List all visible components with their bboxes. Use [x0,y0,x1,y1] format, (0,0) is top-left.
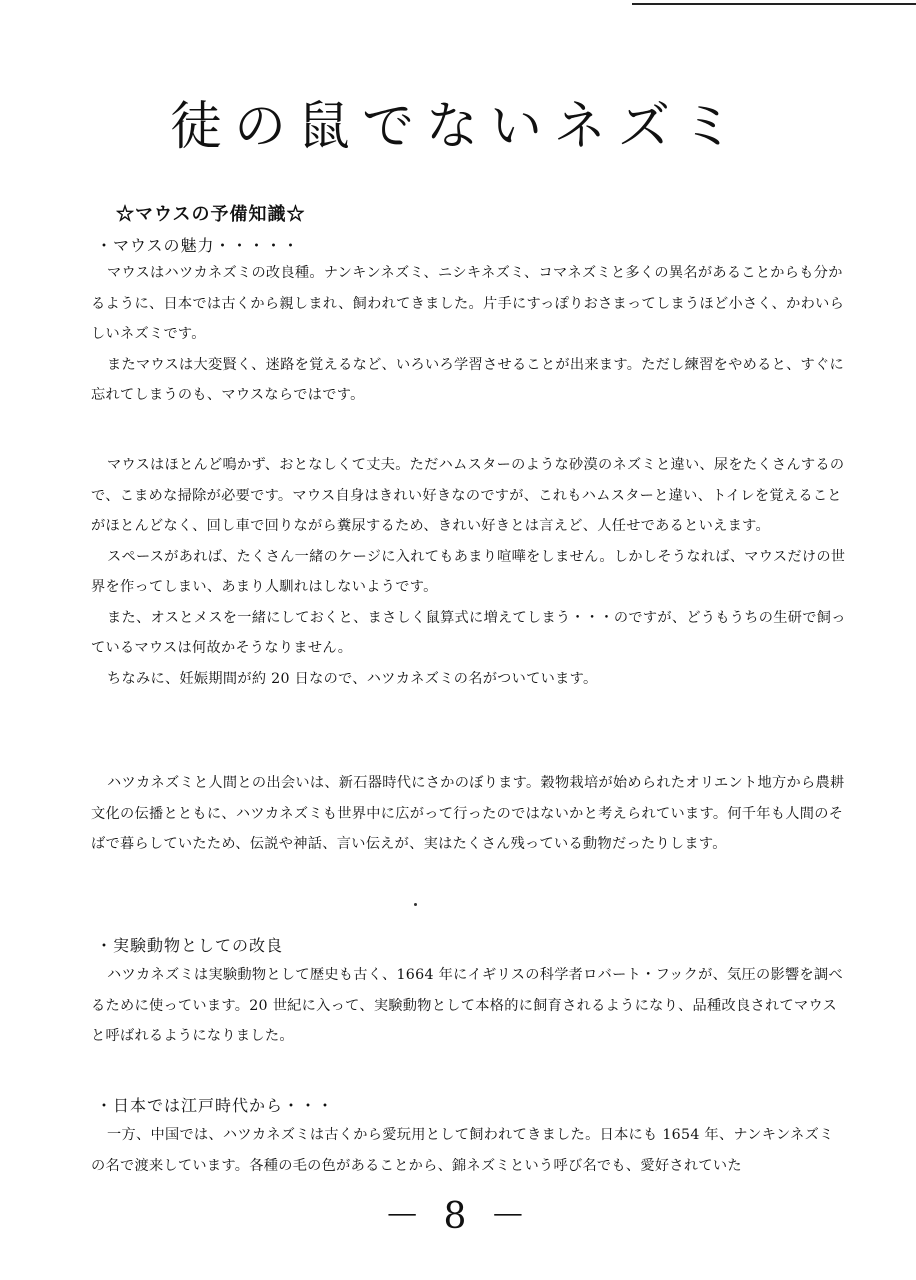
paragraph: また、オスとメスを一緒にしておくと、まさしく鼠算式に増えてしまう・・・のですが、どうもうちの生研で飼っているマウスは何故かそうなりません。 [91,609,846,656]
paragraph-group-1 [91,258,847,411]
paragraph-group-3 [91,768,847,860]
page-title: 徒の鼠でないネズミ [169,97,746,157]
paragraph: 一方、中国では、ハツカネズミは古くから愛玩用として飼われてきました。日本にも 1654 年、ナンキンネズミの名で渡来しています。各種の毛の色があることから、錦ネズミという呼び名でも、愛好されていた [91,1127,834,1174]
paragraph: またマウスは大変賢く、迷路を覚えるなど、いろいろ学習させることが出来ます。ただし練習をやめると、すぐに忘れてしまうのも、マウスならではです。 [91,356,845,403]
paragraph: スペースがあれば、たくさん一緒のケージに入れてもあまり喧嘩をしません。しかしそうなれば、マウスだけの世界を作ってしまい、あまり人馴れはしないようです。 [91,548,846,595]
paragraph-group-2 [91,450,847,694]
paragraph-group-5 [91,1120,847,1181]
paragraph: マウスはハツカネズミの改良種。ナンキンネズミ、ニシキネズミ、コマネズミと多くの異名があることからも分かるように、日本では古くから親しまれ、飼われてきました。片手にすっぽりおさまってしまうほど小さく、かわいらしいネズミです。 [91,265,845,342]
paragraph: ちなみに、妊娠期間が約 20 日なので、ハツカネズミの名がついています。 [107,670,598,687]
page-number: － 8 － [384,1196,532,1237]
paragraph: ハツカネズミと人間との出会いは、新石器時代にさかのぼります。穀物栽培が始められたオリエント地方から農耕文化の伝播とともに、ハツカネズミも世界中に広がって行ったのではないかと考えられています。何千年も人間のそばで暮らしていたため、伝説や神話、言い伝えが、実はたくさん残っている動物だったりします。 [91,775,845,852]
heading-improvement: ・実験動物としての改良 [96,936,284,955]
paragraph-group-4 [91,960,847,1052]
heading-charm: ・マウスの魅力・・・・・ [96,236,300,255]
stray-dot [414,903,417,906]
heading-edo: ・日本では江戸時代から・・・ [96,1096,335,1115]
top-rule [632,3,916,5]
paragraph: マウスはほとんど鳴かず、おとなしくて丈夫。ただハムスターのような砂漠のネズミと違い、尿をたくさんするので、こまめな掃除が必要です。マウス自身はきれい好きなのですが、これもハムスターと違い、トイレを覚えることがほとんどなく、回し車で回りながら糞尿するため、きれい好きとは言えど、人任せであるといえます。 [91,457,845,534]
paragraph: ハツカネズミは実験動物として歴史も古く、1664 年にイギリスの科学者ロバート・フックが、気圧の影響を調べるために使っています。20 世紀に入って、実験動物として本格的に飼育されるようになり、品種改良されてマウスと呼ばれるようになりました。 [91,967,843,1044]
section-title: ☆マウスの予備知識☆ [116,204,306,225]
